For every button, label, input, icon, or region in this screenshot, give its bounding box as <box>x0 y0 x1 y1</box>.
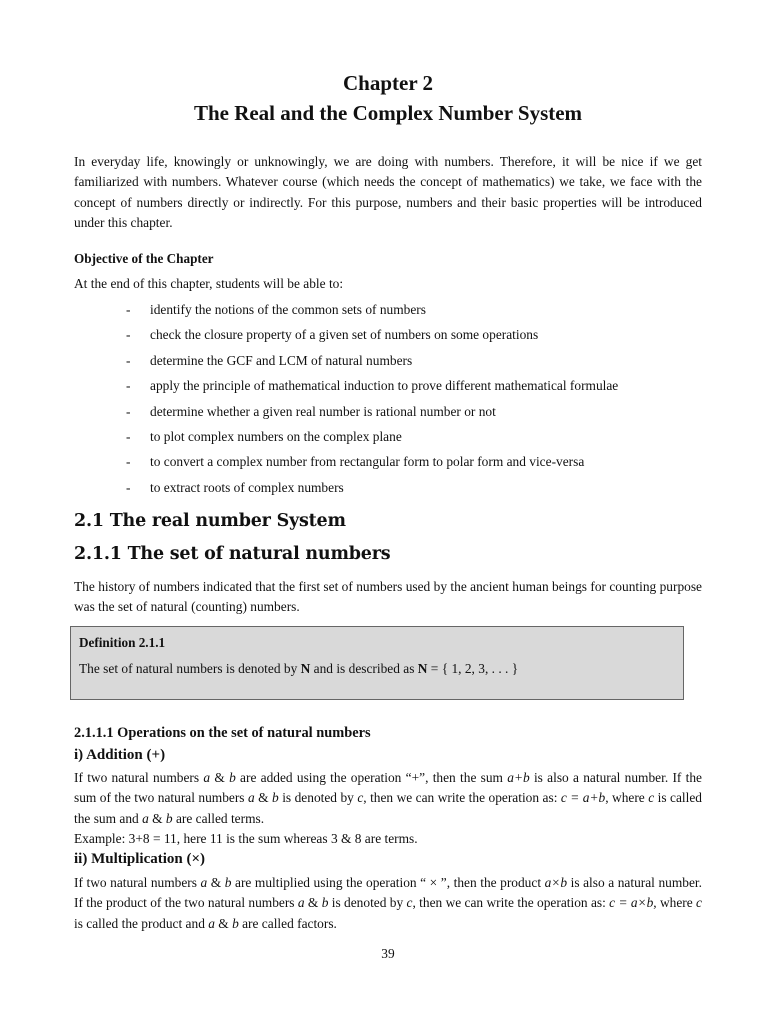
list-item <box>126 427 618 452</box>
var-a: a <box>297 895 305 911</box>
multiplication-paragraph <box>74 873 702 934</box>
definition-text-part: The set of natural numbers is denoted by <box>79 661 301 676</box>
text-run: is called the product and <box>74 915 209 931</box>
list-item <box>126 478 618 503</box>
var-c: c <box>696 895 702 911</box>
addition-paragraph <box>74 768 702 849</box>
intro-paragraph: In everyday life, knowingly or unknowingly, we are doing with numbers. Therefore, it will be nice if we get familiarized with numbers. Whatever course (which needs the concept of mathematics) we take, we face with the concept of numbers directly or indirectly. For this purpose, numbers and their basic properties will be introduced under this chapter. <box>74 154 702 230</box>
var-a: a <box>208 915 215 931</box>
text-run: , where <box>653 895 697 911</box>
page-number: 39 <box>381 946 395 961</box>
natural-set-symbol: N <box>417 661 428 676</box>
bullet-marker: - <box>126 428 131 444</box>
section-heading-2-1-1: 2.1.1 The set of natural numbers <box>74 544 391 564</box>
bullet-marker: - <box>126 352 131 368</box>
text-run: & <box>210 770 230 785</box>
product-equation: c = a×b <box>609 895 654 911</box>
addition-heading: i) Addition (+) <box>74 747 166 763</box>
objective-item: to plot complex numbers on the complex plane <box>150 428 402 444</box>
bullet-marker: - <box>126 479 131 495</box>
list-item <box>126 351 618 376</box>
text-run: , then we can write the operation as: <box>412 895 610 911</box>
natural-set-symbol: N <box>300 661 311 676</box>
bullet-marker: - <box>126 378 131 394</box>
bullet-marker: - <box>126 403 131 419</box>
text-run: are called terms. <box>172 810 265 826</box>
var-a: a <box>203 770 211 785</box>
list-item <box>126 402 618 427</box>
bullet-marker: - <box>126 327 131 343</box>
definition-set-notation: = { 1, 2, 3, . . . } <box>427 661 519 676</box>
text-run: If two natural numbers <box>74 875 201 890</box>
var-c: c <box>406 895 413 911</box>
chapter-title: The Real and the Complex Number System <box>193 101 583 125</box>
var-a: a <box>248 790 255 806</box>
text-run: & <box>254 790 273 806</box>
var-b: b <box>272 790 279 806</box>
var-b: b <box>165 810 173 826</box>
product-expression: a×b <box>544 875 568 890</box>
list-item <box>126 300 618 325</box>
objective-item: to convert a complex number from rectangular form to polar form and vice-versa <box>150 454 585 470</box>
objective-item: identify the notions of the common sets of numbers <box>150 302 426 317</box>
list-item <box>126 452 618 477</box>
text-run: is denoted by <box>278 790 358 806</box>
var-b: b <box>224 875 232 890</box>
text-run: & <box>207 875 225 890</box>
text-run: is also a natural number. If the product of the two natural numbers <box>74 875 702 911</box>
addition-example: Example: 3+8 = 11, here 11 is the sum whereas 3 & 8 are terms. <box>74 830 418 846</box>
var-c: c <box>357 790 364 806</box>
objective-item: check the closure property of a given set of numbers on some operations <box>150 327 539 343</box>
text-run: & <box>148 810 166 826</box>
multiplication-heading: ii) Multiplication (×) <box>74 851 206 867</box>
objective-item: to extract roots of complex numbers <box>150 479 344 495</box>
definition-title: Definition 2.1.1 <box>79 635 166 650</box>
definition-text-part: and is described as <box>310 661 418 676</box>
history-paragraph: The history of numbers indicated that the first set of numbers used by the ancient human beings for counting purpose was the set of natural (counting) numbers. <box>74 579 702 615</box>
text-run: is called the sum and <box>74 790 702 826</box>
list-item <box>126 325 618 350</box>
sum-equation: c = a+b <box>560 790 606 806</box>
text-run: are called factors. <box>238 915 337 931</box>
var-a: a <box>200 875 208 890</box>
text-run: & <box>304 895 322 911</box>
var-b: b <box>229 770 236 785</box>
chapter-number: Chapter 2 <box>342 71 434 95</box>
objective-heading: Objective of the Chapter <box>74 251 214 266</box>
definition-text <box>79 659 675 679</box>
bullet-marker: - <box>126 454 131 470</box>
text-run: , then we can write the operation as: <box>363 790 561 806</box>
text-run: , where <box>605 790 649 806</box>
objective-item: determine whether a given real number is rational number or not <box>150 403 496 419</box>
var-b: b <box>232 915 239 931</box>
text-run: are multiplied using the operation “ × ”, then the product <box>231 875 545 890</box>
text-run: is denoted by <box>328 895 407 911</box>
objective-item: apply the principle of mathematical induction to prove different mathematical formulae <box>150 378 619 394</box>
sum-expression: a+b <box>507 770 530 785</box>
objective-item: determine the GCF and LCM of natural numbers <box>150 352 413 368</box>
bullet-marker: - <box>126 302 131 317</box>
text-run: If two natural numbers <box>74 770 204 785</box>
section-heading-2-1: 2.1 The real number System <box>74 511 346 531</box>
var-c: c <box>648 790 655 806</box>
list-item <box>126 376 618 401</box>
objective-intro: At the end of this chapter, students will be able to: <box>74 276 344 291</box>
text-run: is also a natural number. If the sum of the two natural numbers <box>74 770 702 806</box>
var-b: b <box>321 895 329 911</box>
text-run: & <box>214 915 233 931</box>
section-heading-2-1-1-1: 2.1.1.1 Operations on the set of natural numbers <box>74 725 371 741</box>
text-run: are added using the operation “+”, then the sum <box>235 770 508 785</box>
objective-list <box>126 300 618 503</box>
var-a: a <box>142 810 149 826</box>
definition-box <box>70 626 684 700</box>
